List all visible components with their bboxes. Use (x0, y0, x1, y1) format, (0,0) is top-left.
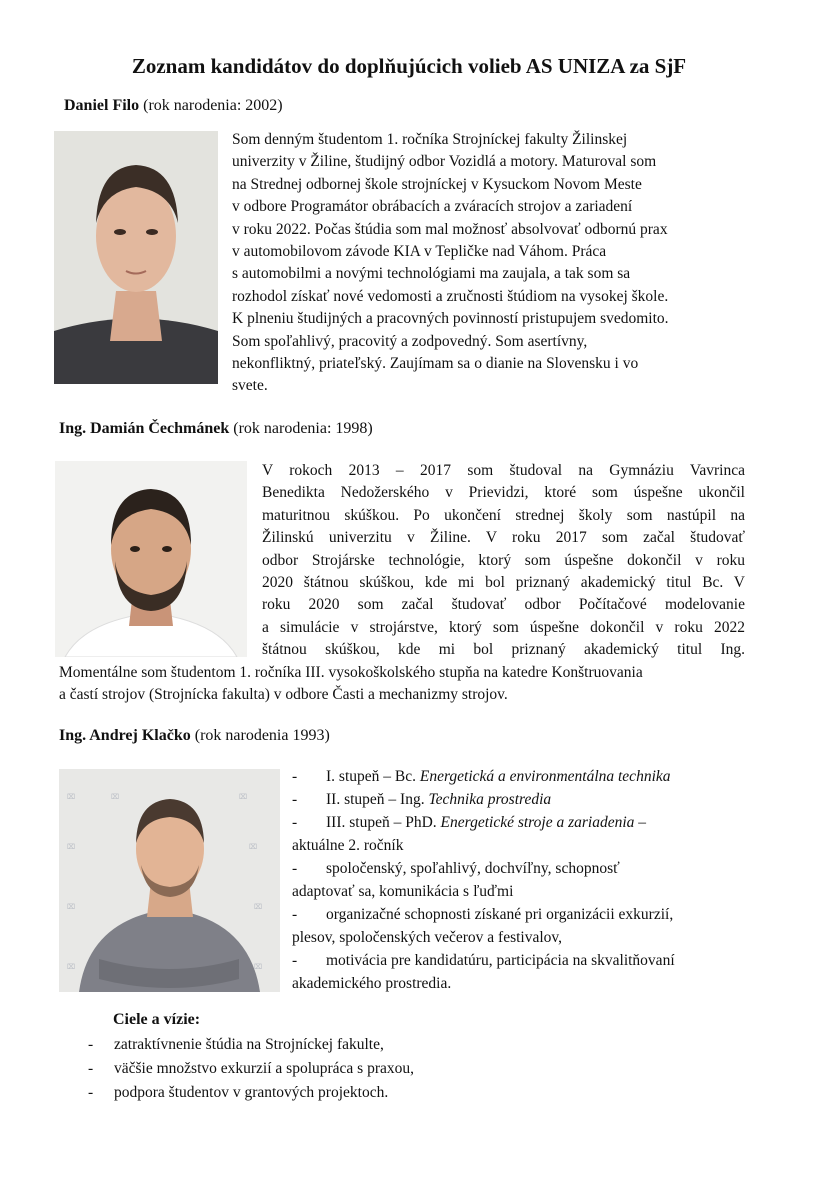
item-text-continued: aktuálne 2. ročník (292, 837, 404, 854)
bio-line: Som spoľahlivý, pracovitý a zodpovedný. Som asertívny, (232, 332, 588, 350)
item-text-italic: Technika prostredia (428, 791, 552, 808)
item-text-continued: adaptovať sa, komunikácia s ľuďmi (292, 883, 514, 900)
candidate-birth-year: (rok narodenia: 2002) (143, 97, 283, 114)
list-item (292, 904, 752, 950)
candidate-name: Ing. Damián Čechmánek (59, 420, 230, 437)
bio-line: nekonfliktný, priateľský. Zaujímam sa o dianie na Slovensku i vo (232, 355, 639, 373)
svg-text:⌧: ⌧ (67, 903, 76, 911)
bullet-dash: - (292, 860, 298, 877)
bio-line: štátnou skúškou, kde mi bol priznaný akademický titul Ing. (262, 641, 745, 659)
list-item (88, 1084, 389, 1102)
bio-line: odbor Strojárske technológie, ktorý som úspešne dokončil v roku (262, 551, 745, 569)
bullet-dash: - (88, 1084, 94, 1101)
qualification-list (292, 766, 752, 996)
page-title: Zoznam kandidátov do doplňujúcich volieb AS UNIZA za SjF (131, 54, 687, 78)
candidate-heading (59, 420, 373, 438)
list-item (292, 766, 752, 789)
svg-text:⌧: ⌧ (254, 963, 263, 971)
candidate-heading (59, 727, 330, 745)
list-item (292, 789, 752, 812)
bio-line: a častí strojov (Strojnícka fakulta) v odbore Časti a mechanizmy strojov. (59, 686, 508, 704)
svg-text:⌧: ⌧ (254, 903, 263, 911)
bio-line: svete. (232, 377, 268, 395)
svg-text:⌧: ⌧ (67, 793, 76, 801)
bio-line: rozhodol získať nové vedomosti a zručnosti štúdiom na vysokej škole. (232, 287, 669, 305)
candidate-name: Ing. Andrej Klačko (59, 727, 191, 744)
bio-line: na Strednej odbornej škole strojníckej v Kysuckom Novom Meste (232, 175, 642, 193)
item-text-italic: Energetická a environmentálna technika (419, 768, 671, 785)
item-text: organizačné schopnosti získané pri organizácii exkurzií, (326, 906, 674, 923)
bio-line: Momentálne som študentom 1. ročníka III. vysokoškolského stupňa na katedre Konštruovania (59, 664, 643, 681)
list-item (292, 950, 752, 996)
bullet-dash: - (292, 952, 298, 969)
candidate-bio (262, 460, 745, 662)
list-item (88, 1036, 384, 1054)
candidate-birth-year: (rok narodenia: 1998) (233, 420, 373, 437)
bio-line: Benedikta Nedožerského v Prievidzi, ktoré som úspešne ukončil (262, 484, 745, 502)
bio-line: v odbore Programátor obrábacích a zváracích strojov a zariadení (232, 198, 633, 216)
candidate-bio (232, 129, 772, 398)
bio-line: K plneniu študijných a pracovných povinností pristupujem svedomito. (232, 310, 669, 328)
candidate-birth-year: (rok narodenia 1993) (194, 727, 330, 744)
bio-line: s automobilmi a novými technológiami ma zaujala, a tak som sa (232, 265, 631, 283)
bullet-dash: - (292, 768, 298, 785)
goals-heading: Ciele a vízie: (113, 1011, 201, 1028)
bio-line: 2020 štátnou skúškou, kde mi bol priznaný akademický titul Bc. V (262, 574, 745, 592)
bio-line: Žilinskú univerzitu v Žiline. V roku 2017 som začal študovať (262, 529, 745, 547)
portrait-photo (55, 461, 247, 657)
portrait-photo (59, 769, 280, 992)
bio-line: univerzity v Žiline, študijný odbor Vozidlá a motory. Maturoval som (232, 153, 657, 171)
bio-line: v automobilovom závode KIA v Tepličke nad Váhom. Práca (232, 243, 607, 261)
bullet-dash: - (292, 791, 298, 808)
item-text: II. stupeň – Ing. (326, 791, 429, 808)
bio-line: a simulácie v strojárstve, ktorý som úspešne dokončil v roku 2022 (262, 618, 745, 636)
candidate-bio-continued (59, 662, 779, 707)
bio-line: roku 2020 som začal študovať odbor Počítačové modelovanie (262, 596, 745, 614)
item-text-continued: akademického prostredia. (292, 975, 452, 992)
svg-text:⌧: ⌧ (249, 843, 258, 851)
item-text-continued: plesov, spoločenských večerov a festivalov, (292, 929, 563, 946)
bio-line: v roku 2022. Počas štúdia som mal možnosť absolvovať odbornú prax (232, 220, 668, 238)
item-text: podpora študentov v grantových projektoch. (114, 1084, 389, 1101)
item-text: I. stupeň – Bc. (326, 768, 420, 785)
portrait-photo (54, 131, 218, 384)
list-item (88, 1060, 415, 1078)
svg-text:⌧: ⌧ (67, 963, 76, 971)
candidate-heading (64, 97, 283, 115)
bullet-dash: - (88, 1036, 94, 1053)
item-text: zatraktívnenie štúdia na Strojníckej fakulte, (114, 1036, 384, 1053)
bullet-dash: - (88, 1060, 94, 1077)
item-text: spoločenský, spoľahlivý, dochvíľny, schopnosť (326, 860, 620, 877)
list-item (292, 858, 752, 904)
candidate-name: Daniel Filo (64, 97, 140, 114)
bio-line: Som denným študentom 1. ročníka Strojníckej fakulty Žilinskej (232, 131, 628, 148)
list-item (292, 812, 752, 858)
svg-text:⌧: ⌧ (67, 843, 76, 851)
item-text-italic: Energetické stroje a zariadenia – (440, 814, 647, 831)
svg-text:⌧: ⌧ (239, 793, 248, 801)
item-text: väčšie množstvo exkurzií a spolupráca s praxou, (114, 1060, 415, 1077)
item-text: motivácia pre kandidatúru, participácia na skvalitňovaní (326, 952, 675, 969)
bio-line: V rokoch 2013 – 2017 som študoval na Gymnáziu Vavrinca (262, 462, 745, 479)
bullet-dash: - (292, 906, 298, 923)
svg-text:⌧: ⌧ (111, 793, 120, 801)
bio-line: maturitnou skúškou. Po ukončení strednej školy som nastúpil na (262, 506, 745, 524)
bullet-dash: - (292, 814, 298, 831)
item-text: III. stupeň – PhD. (326, 814, 441, 831)
